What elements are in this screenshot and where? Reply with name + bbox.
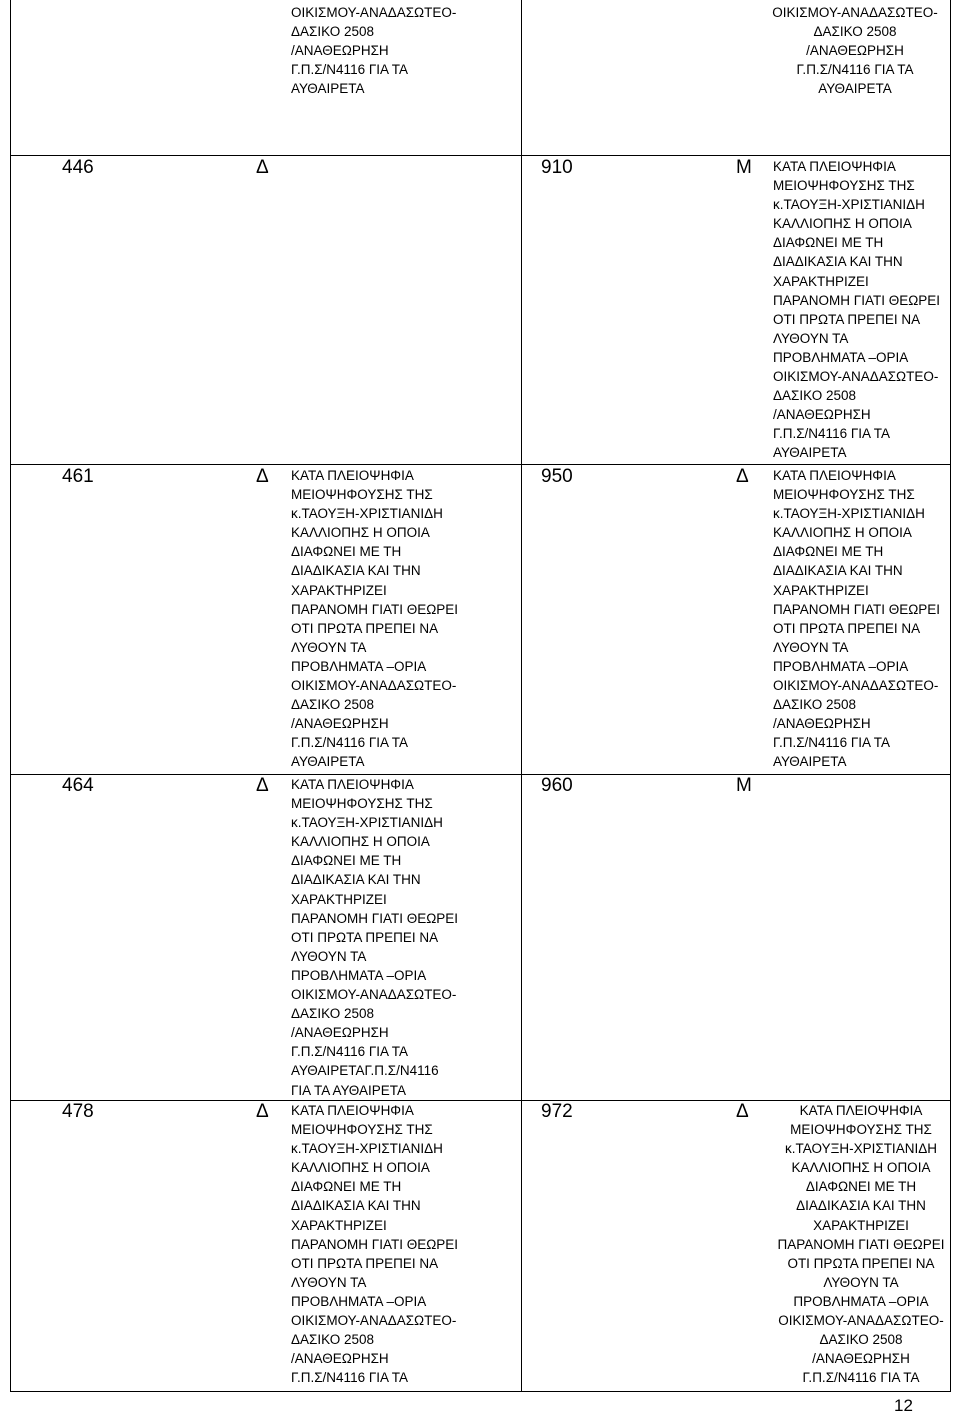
text-line: ΔΑΣΙΚΟ 2508 <box>291 1332 374 1348</box>
text-line: ΜΕΙΟΨΗΦΟΥΣΗΣ ΤΗΣ <box>291 796 433 812</box>
table-row <box>0 3 960 97</box>
text-line: ΜΕΙΟΨΗΦΟΥΣΗΣ ΤΗΣ <box>773 487 915 503</box>
table-row <box>0 775 960 1098</box>
text-line: ΔΙΑΔΙΚΑΣΙΑ ΚΑΙ ΤΗΝ <box>773 563 903 579</box>
text-line: ΔΙΑΦΩΝΕΙ ΜΕ ΤΗ <box>773 544 884 560</box>
text-line: ΟΙΚΙΣΜΟΥ-ΑΝΑΔΑΣΩΤΕΟ- <box>291 5 457 20</box>
remarks-cell <box>769 3 941 98</box>
text-line: ΟΙΚΙΣΜΟΥ-ΑΝΑΔΑΣΩΤΕΟ- <box>778 1313 944 1329</box>
text-line: ΛΥΘΟΥΝ ΤΑ <box>823 1274 899 1290</box>
vote-code: Δ <box>256 775 269 796</box>
text-line: ΔΑΣΙΚΟ 2508 <box>813 24 897 40</box>
remarks-cell <box>773 466 940 772</box>
text-line: ΠΑΡΑΝΟΜΗ ΓΙΑΤΙ ΘΕΩΡΕΙ <box>773 292 941 308</box>
item-number: 464 <box>62 775 94 796</box>
text-line: ΚΑΤΑ ΠΛΕΙΟΨΗΦΙΑ <box>291 1103 414 1118</box>
text-line: ΧΑΡΑΚΤΗΡΙΖΕΙ <box>773 582 869 598</box>
text-line: ΑΥΘΑΙΡΕΤΑ <box>291 81 365 97</box>
text-line: ΔΑΣΙΚΟ 2508 <box>819 1332 903 1348</box>
remarks-cell <box>769 1101 953 1387</box>
table-row <box>0 466 960 770</box>
text-line: ΠΡΟΒΛΗΜΑΤΑ –ΟΡΙΑ <box>291 967 427 983</box>
remarks-cell <box>773 157 940 463</box>
text-line: κ.ΤΑΟΥΞΗ-ΧΡΙΣΤΙΑΝΙΔΗ <box>773 197 925 213</box>
text-line: ΛΥΘΟΥΝ ΤΑ <box>773 330 849 346</box>
item-number: 972 <box>541 1101 573 1122</box>
text-line: ΠΑΡΑΝΟΜΗ ΓΙΑΤΙ ΘΕΩΡΕΙ <box>773 601 941 617</box>
text-line: /ΑΝΑΘΕΩΡΗΣΗ <box>773 716 871 732</box>
remarks-cell <box>291 775 458 1100</box>
item-number: 950 <box>541 466 573 487</box>
text-line: ΑΥΘΑΙΡΕΤΑ <box>818 81 892 97</box>
text-line: ΠΡΟΒΛΗΜΑΤΑ –ΟΡΙΑ <box>291 1293 427 1309</box>
text-line: ΟΙΚΙΣΜΟΥ-ΑΝΑΔΑΣΩΤΕΟ- <box>291 678 457 694</box>
text-line: ΚΑΛΛΙΟΠΗΣ Η ΟΠΟΙΑ <box>791 1160 931 1176</box>
text-line: ΟΤΙ ΠΡΩΤΑ ΠΡΕΠΕΙ ΝΑ <box>773 620 921 636</box>
page-number: 12 <box>894 1396 913 1415</box>
text-line: ΔΙΑΔΙΚΑΣΙΑ ΚΑΙ ΤΗΝ <box>291 1198 421 1214</box>
text-line: ΔΙΑΦΩΝΕΙ ΜΕ ΤΗ <box>291 1179 402 1195</box>
text-line: ΔΑΣΙΚΟ 2508 <box>291 697 374 713</box>
table-row <box>0 1101 960 1386</box>
text-line: ΠΡΟΒΛΗΜΑΤΑ –ΟΡΙΑ <box>773 658 909 674</box>
text-line: ΛΥΘΟΥΝ ΤΑ <box>773 639 849 655</box>
text-line: Γ.Π.Σ/Ν4116 ΓΙΑ ΤΑ <box>773 735 891 751</box>
text-line: ΔΑΣΙΚΟ 2508 <box>773 697 856 713</box>
text-line: ΠΡΟΒΛΗΜΑΤΑ –ΟΡΙΑ <box>793 1293 929 1309</box>
text-line: ΔΙΑΔΙΚΑΣΙΑ ΚΑΙ ΤΗΝ <box>291 872 421 888</box>
remarks-cell <box>291 3 456 98</box>
text-line: ΠΑΡΑΝΟΜΗ ΓΙΑΤΙ ΘΕΩΡΕΙ <box>291 601 459 617</box>
text-line: ΠΑΡΑΝΟΜΗ ΓΙΑΤΙ ΘΕΩΡΕΙ <box>291 1236 459 1252</box>
vote-code: Μ <box>736 775 752 796</box>
text-line: ΚΑΛΛΙΟΠΗΣ Η ΟΠΟΙΑ <box>773 216 912 232</box>
text-line: ΚΑΛΛΙΟΠΗΣ Η ΟΠΟΙΑ <box>291 1160 430 1176</box>
text-line: ΔΙΑΔΙΚΑΣΙΑ ΚΑΙ ΤΗΝ <box>773 254 903 270</box>
text-line: κ.ΤΑΟΥΞΗ-ΧΡΙΣΤΙΑΝΙΔΗ <box>291 1141 443 1157</box>
text-line: ΧΑΡΑΚΤΗΡΙΖΕΙ <box>813 1217 909 1233</box>
text-line: κ.ΤΑΟΥΞΗ-ΧΡΙΣΤΙΑΝΙΔΗ <box>291 815 443 831</box>
text-line: ΟΙΚΙΣΜΟΥ-ΑΝΑΔΑΣΩΤΕΟ- <box>291 987 457 1003</box>
vote-code: Δ <box>256 466 269 487</box>
text-line: Γ.Π.Σ/Ν4116 ΓΙΑ ΤΑ <box>802 1370 920 1386</box>
text-line: /ΑΝΑΘΕΩΡΗΣΗ <box>291 716 389 732</box>
text-line: ΚΑΛΛΙΟΠΗΣ Η ΟΠΟΙΑ <box>291 525 430 541</box>
text-line: ΠΡΟΒΛΗΜΑΤΑ –ΟΡΙΑ <box>773 349 909 365</box>
text-line: ΧΑΡΑΚΤΗΡΙΖΕΙ <box>291 1217 387 1233</box>
text-line: ΑΥΘΑΙΡΕΤΑ <box>291 754 365 770</box>
text-line: ΓΙΑ ΤΑ ΑΥΘΑΙΡΕΤΑ <box>291 1082 406 1098</box>
text-line: /ΑΝΑΘΕΩΡΗΣΗ <box>291 1025 389 1041</box>
text-line: ΟΤΙ ΠΡΩΤΑ ΠΡΕΠΕΙ ΝΑ <box>291 1255 439 1271</box>
text-line: ΜΕΙΟΨΗΦΟΥΣΗΣ ΤΗΣ <box>773 178 915 194</box>
table-border-bottom <box>10 1391 951 1392</box>
text-line: ΚΑΤΑ ΠΛΕΙΟΨΗΦΙΑ <box>773 159 896 174</box>
text-line: ΔΑΣΙΚΟ 2508 <box>291 1006 374 1022</box>
text-line: /ΑΝΑΘΕΩΡΗΣΗ <box>773 407 871 423</box>
text-line: ΟΤΙ ΠΡΩΤΑ ΠΡΕΠΕΙ ΝΑ <box>773 311 921 327</box>
text-line: Γ.Π.Σ/Ν4116 ΓΙΑ ΤΑ <box>291 62 409 78</box>
text-line: ΟΙΚΙΣΜΟΥ-ΑΝΑΔΑΣΩΤΕΟ- <box>773 678 939 694</box>
vote-code: Δ <box>736 466 749 487</box>
text-line: ΟΤΙ ΠΡΩΤΑ ΠΡΕΠΕΙ ΝΑ <box>291 929 439 945</box>
text-line: /ΑΝΑΘΕΩΡΗΣΗ <box>806 43 904 59</box>
text-line: ΛΥΘΟΥΝ ΤΑ <box>291 1274 367 1290</box>
text-line: ΔΙΑΦΩΝΕΙ ΜΕ ΤΗ <box>291 544 402 560</box>
text-line: ΟΤΙ ΠΡΩΤΑ ΠΡΕΠΕΙ ΝΑ <box>787 1255 935 1271</box>
text-line: ΟΙΚΙΣΜΟΥ-ΑΝΑΔΑΣΩΤΕΟ- <box>773 369 939 385</box>
text-line: ΔΑΣΙΚΟ 2508 <box>291 24 374 40</box>
text-line: ΚΑΤΑ ΠΛΕΙΟΨΗΦΙΑ <box>291 777 414 792</box>
text-line: ΚΑΛΛΙΟΠΗΣ Η ΟΠΟΙΑ <box>291 834 430 850</box>
text-line: /ΑΝΑΘΕΩΡΗΣΗ <box>291 1351 389 1367</box>
text-line: ΜΕΙΟΨΗΦΟΥΣΗΣ ΤΗΣ <box>790 1122 932 1138</box>
text-line: ΧΑΡΑΚΤΗΡΙΖΕΙ <box>291 891 387 907</box>
text-line: ΠΡΟΒΛΗΜΑΤΑ –ΟΡΙΑ <box>291 658 427 674</box>
text-line: /ΑΝΑΘΕΩΡΗΣΗ <box>291 43 389 59</box>
text-line: ΜΕΙΟΨΗΦΟΥΣΗΣ ΤΗΣ <box>291 1122 433 1138</box>
vote-code: Δ <box>256 157 269 178</box>
text-line: ΚΑΛΛΙΟΠΗΣ Η ΟΠΟΙΑ <box>773 525 912 541</box>
text-line: Γ.Π.Σ/Ν4116 ΓΙΑ ΤΑ <box>773 426 891 442</box>
column-divider <box>521 0 522 1392</box>
text-line: Γ.Π.Σ/Ν4116 ΓΙΑ ΤΑ <box>796 62 914 78</box>
text-line: ΑΥΘΑΙΡΕΤΑΓ.Π.Σ/Ν4116 <box>291 1063 439 1079</box>
text-line: ΚΑΤΑ ΠΛΕΙΟΨΗΦΙΑ <box>773 468 896 483</box>
text-line: ΠΑΡΑΝΟΜΗ ΓΙΑΤΙ ΘΕΩΡΕΙ <box>777 1236 945 1252</box>
text-line: ΟΤΙ ΠΡΩΤΑ ΠΡΕΠΕΙ ΝΑ <box>291 620 439 636</box>
text-line: ΟΙΚΙΣΜΟΥ-ΑΝΑΔΑΣΩΤΕΟ- <box>291 1313 457 1329</box>
row-divider <box>10 464 951 465</box>
remarks-cell <box>291 1101 458 1387</box>
table-border-left <box>10 0 11 1392</box>
item-number: 960 <box>541 775 573 796</box>
item-number: 910 <box>541 157 573 178</box>
text-line: ΑΥΘΑΙΡΕΤΑ <box>773 754 847 770</box>
text-line: ΔΙΑΦΩΝΕΙ ΜΕ ΤΗ <box>773 235 884 251</box>
text-line: Γ.Π.Σ/Ν4116 ΓΙΑ ΤΑ <box>291 1044 409 1060</box>
text-line: ΟΙΚΙΣΜΟΥ-ΑΝΑΔΑΣΩΤΕΟ- <box>772 5 938 20</box>
item-number: 461 <box>62 466 94 487</box>
remarks-cell <box>291 466 458 772</box>
text-line: ΛΥΘΟΥΝ ΤΑ <box>291 948 367 964</box>
text-line: ΚΑΤΑ ΠΛΕΙΟΨΗΦΙΑ <box>291 468 414 483</box>
table-row <box>0 157 960 461</box>
text-line: ΔΑΣΙΚΟ 2508 <box>773 388 856 404</box>
text-line: ΛΥΘΟΥΝ ΤΑ <box>291 639 367 655</box>
text-line: Γ.Π.Σ/Ν4116 ΓΙΑ ΤΑ <box>291 735 409 751</box>
text-line: ΠΑΡΑΝΟΜΗ ΓΙΑΤΙ ΘΕΩΡΕΙ <box>291 910 459 926</box>
item-number: 446 <box>62 157 94 178</box>
text-line: ΚΑΤΑ ΠΛΕΙΟΨΗΦΙΑ <box>799 1103 923 1118</box>
text-line: ΔΙΑΔΙΚΑΣΙΑ ΚΑΙ ΤΗΝ <box>796 1198 926 1214</box>
text-line: Γ.Π.Σ/Ν4116 ΓΙΑ ΤΑ <box>291 1370 409 1386</box>
text-line: κ.ΤΑΟΥΞΗ-ΧΡΙΣΤΙΑΝΙΔΗ <box>785 1141 937 1157</box>
text-line: ΔΙΑΔΙΚΑΣΙΑ ΚΑΙ ΤΗΝ <box>291 563 421 579</box>
text-line: κ.ΤΑΟΥΞΗ-ΧΡΙΣΤΙΑΝΙΔΗ <box>291 506 443 522</box>
text-line: ΧΑΡΑΚΤΗΡΙΖΕΙ <box>291 582 387 598</box>
text-line: ΑΥΘΑΙΡΕΤΑ <box>773 445 847 461</box>
text-line: ΔΙΑΦΩΝΕΙ ΜΕ ΤΗ <box>805 1179 917 1195</box>
row-divider <box>10 155 951 156</box>
text-line: ΔΙΑΦΩΝΕΙ ΜΕ ΤΗ <box>291 853 402 869</box>
item-number: 478 <box>62 1101 94 1122</box>
vote-code: Δ <box>736 1101 749 1122</box>
vote-code: Δ <box>256 1101 269 1122</box>
text-line: ΜΕΙΟΨΗΦΟΥΣΗΣ ΤΗΣ <box>291 487 433 503</box>
text-line: ΧΑΡΑΚΤΗΡΙΖΕΙ <box>773 273 869 289</box>
text-line: /ΑΝΑΘΕΩΡΗΣΗ <box>812 1351 910 1367</box>
text-line: κ.ΤΑΟΥΞΗ-ΧΡΙΣΤΙΑΝΙΔΗ <box>773 506 925 522</box>
vote-code: Μ <box>736 157 752 178</box>
